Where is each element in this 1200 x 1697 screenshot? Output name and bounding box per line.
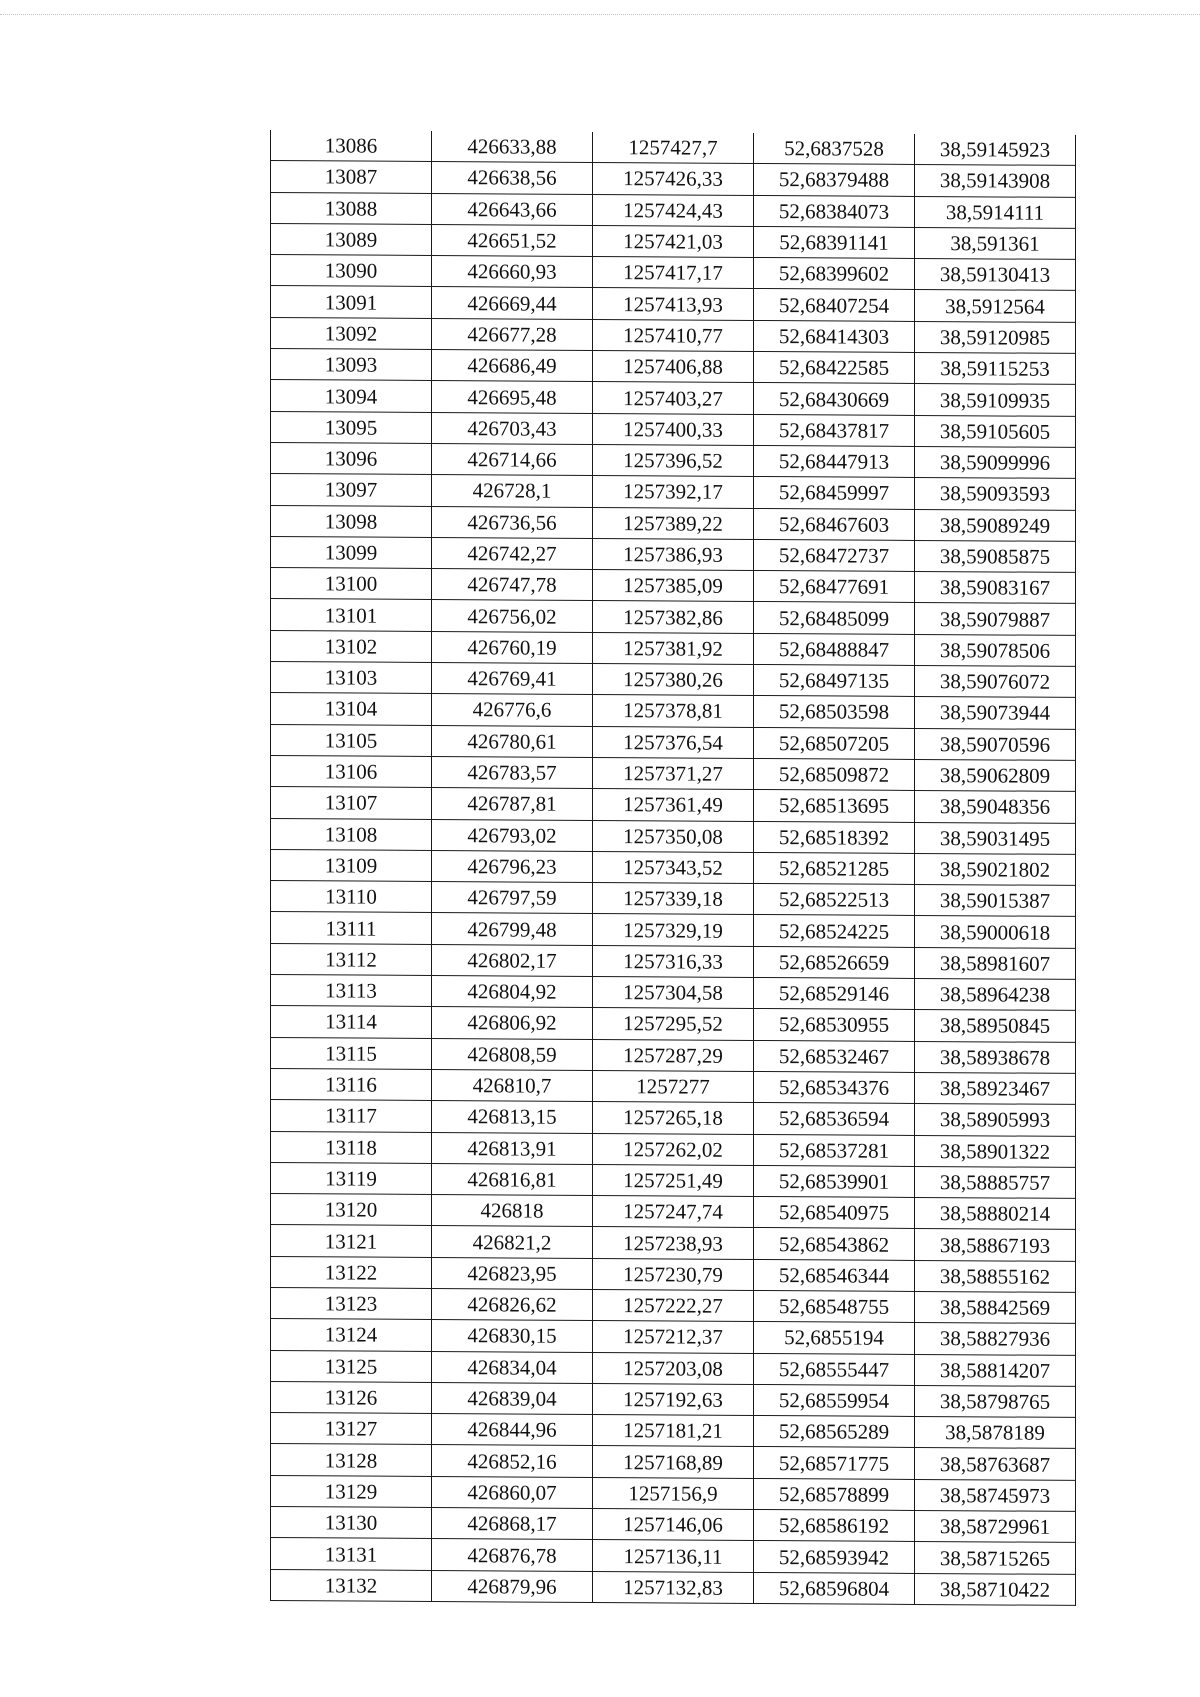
table-cell: 426806,92 (432, 1007, 593, 1039)
table-row (271, 1100, 1076, 1136)
table-cell: 13104 (271, 693, 432, 725)
table-row (271, 912, 1076, 948)
table-cell: 38,58710422 (915, 1573, 1076, 1605)
table-cell: 52,68459997 (754, 477, 915, 509)
table-cell: 426834,04 (432, 1351, 593, 1383)
table-cell: 426796,23 (432, 850, 593, 882)
table-cell: 38,58814207 (915, 1354, 1076, 1386)
table-cell: 52,68407254 (754, 289, 915, 321)
table-cell: 13116 (271, 1068, 432, 1100)
table-cell: 13099 (271, 536, 432, 568)
table-cell: 38,58827936 (915, 1323, 1076, 1355)
table-cell: 13121 (271, 1225, 432, 1257)
table-cell: 13118 (271, 1131, 432, 1163)
table-cell: 13096 (271, 442, 432, 474)
table-cell: 38,58901322 (915, 1135, 1076, 1167)
table-cell: 38,591361 (915, 227, 1076, 259)
table-cell: 426686,49 (432, 350, 593, 382)
table-cell: 13107 (271, 787, 432, 819)
table-row (271, 1538, 1076, 1574)
table-cell: 52,68509872 (754, 758, 915, 790)
table-row (271, 1350, 1076, 1386)
table-cell: 38,59089249 (915, 509, 1076, 541)
table-cell: 1257385,09 (593, 570, 754, 602)
table-cell: 1257265,18 (593, 1102, 754, 1134)
table-cell: 1257389,22 (593, 507, 754, 539)
table-cell: 13115 (271, 1037, 432, 1069)
table-row (271, 1068, 1076, 1104)
table-cell: 13111 (271, 912, 432, 944)
table-cell: 13087 (271, 161, 432, 193)
table-cell: 52,68532467 (754, 1040, 915, 1072)
table-cell: 1257413,93 (593, 288, 754, 320)
table-cell: 38,58923467 (915, 1072, 1076, 1104)
table-cell: 1257222,27 (593, 1289, 754, 1321)
table-cell: 1257371,27 (593, 757, 754, 789)
table-cell: 52,68513695 (754, 790, 915, 822)
table-cell: 13113 (271, 975, 432, 1007)
table-cell: 13129 (271, 1475, 432, 1507)
table-cell: 38,59076072 (915, 665, 1076, 697)
table-cell: 52,68565289 (754, 1416, 915, 1448)
table-cell: 426804,92 (432, 976, 593, 1008)
table-cell: 52,68521285 (754, 852, 915, 884)
table-row (271, 1194, 1076, 1230)
table-cell: 38,59083167 (915, 572, 1076, 604)
table-cell: 1257392,17 (593, 476, 754, 508)
table-cell: 1257295,52 (593, 1008, 754, 1040)
table-cell: 38,59015387 (915, 885, 1076, 917)
table-cell: 38,58964238 (915, 978, 1076, 1010)
table-row (271, 1413, 1076, 1449)
table-cell: 52,68488847 (754, 633, 915, 665)
table-cell: 52,68524225 (754, 915, 915, 947)
table-cell: 38,58729961 (915, 1510, 1076, 1542)
table-cell: 1257262,02 (593, 1133, 754, 1165)
table-cell: 52,68526659 (754, 946, 915, 978)
table-cell: 38,59085875 (915, 540, 1076, 572)
table-cell: 52,68539901 (754, 1165, 915, 1197)
table-cell: 38,58981607 (915, 947, 1076, 979)
table-cell: 426839,04 (432, 1382, 593, 1414)
table-row (271, 1444, 1076, 1480)
table-cell: 52,68559954 (754, 1384, 915, 1416)
table-cell: 13093 (271, 349, 432, 381)
table-cell: 1257382,86 (593, 601, 754, 633)
table-row (271, 1569, 1076, 1605)
table-row (271, 881, 1076, 917)
table-cell: 13122 (271, 1256, 432, 1288)
table-cell: 426776,6 (432, 694, 593, 726)
table-cell: 38,59145923 (915, 134, 1076, 166)
table-cell: 38,59093593 (915, 478, 1076, 510)
table-cell: 13132 (271, 1569, 432, 1601)
table-cell: 1257361,49 (593, 789, 754, 821)
table-cell: 38,59073944 (915, 697, 1076, 729)
table-cell: 13097 (271, 474, 432, 506)
table-row (271, 568, 1076, 604)
table-cell: 426742,27 (432, 537, 593, 569)
table-cell: 38,59070596 (915, 728, 1076, 760)
table-cell: 426818 (432, 1195, 593, 1227)
table-cell: 38,58798765 (915, 1385, 1076, 1417)
table-cell: 13086 (271, 130, 432, 162)
table-cell: 1257316,33 (593, 945, 754, 977)
table-row (271, 630, 1076, 666)
table-cell: 38,58938678 (915, 1041, 1076, 1073)
table-cell: 1257343,52 (593, 851, 754, 883)
table-row (271, 1507, 1076, 1543)
table-cell: 38,58715265 (915, 1542, 1076, 1574)
table-cell: 13114 (271, 1006, 432, 1038)
table-row (271, 411, 1076, 447)
table-cell: 426651,52 (432, 224, 593, 256)
table-cell: 1257339,18 (593, 883, 754, 915)
table-cell: 426728,1 (432, 475, 593, 507)
table-row (271, 536, 1076, 572)
table-cell: 13092 (271, 317, 432, 349)
table-cell: 1257421,03 (593, 225, 754, 257)
table-cell: 52,68548755 (754, 1290, 915, 1322)
table-cell: 38,58842569 (915, 1291, 1076, 1323)
table-cell: 426669,44 (432, 287, 593, 319)
table-row (271, 1225, 1076, 1261)
table-cell: 13123 (271, 1287, 432, 1319)
table-cell: 426769,41 (432, 663, 593, 695)
table-cell: 13125 (271, 1350, 432, 1382)
table-cell: 1257277 (593, 1070, 754, 1102)
table-cell: 426677,28 (432, 318, 593, 350)
table-cell: 52,68518392 (754, 821, 915, 853)
table-cell: 13120 (271, 1194, 432, 1226)
table-row (271, 755, 1076, 791)
table-cell: 1257136,11 (593, 1540, 754, 1572)
table-cell: 52,68543862 (754, 1228, 915, 1260)
table-cell: 38,59143908 (915, 165, 1076, 197)
table-cell: 38,59115253 (915, 353, 1076, 385)
table-cell: 426756,02 (432, 600, 593, 632)
table-row (271, 1006, 1076, 1042)
table-cell: 426633,88 (432, 131, 593, 163)
table-cell: 13100 (271, 568, 432, 600)
table-row (271, 1037, 1076, 1073)
table-cell: 38,59000618 (915, 916, 1076, 948)
table-cell: 1257427,7 (593, 132, 754, 164)
table-cell: 52,6855194 (754, 1322, 915, 1354)
table-cell: 1257406,88 (593, 351, 754, 383)
table-cell: 38,58950845 (915, 1010, 1076, 1042)
table-cell: 52,68414303 (754, 320, 915, 352)
coordinates-table-body (271, 130, 1076, 1605)
table-cell: 13094 (271, 380, 432, 412)
table-cell: 426852,16 (432, 1445, 593, 1477)
table-cell: 426821,2 (432, 1226, 593, 1258)
table-cell: 52,68391141 (754, 226, 915, 258)
table-cell: 1257230,79 (593, 1258, 754, 1290)
table-cell: 1257146,06 (593, 1509, 754, 1541)
table-cell: 38,58880214 (915, 1198, 1076, 1230)
table-cell: 426660,93 (432, 256, 593, 288)
table-cell: 426826,62 (432, 1288, 593, 1320)
table-cell: 38,59120985 (915, 321, 1076, 353)
table-cell: 13105 (271, 724, 432, 756)
table-cell: 426844,96 (432, 1414, 593, 1446)
table-cell: 52,68536594 (754, 1103, 915, 1135)
table-row (271, 255, 1076, 291)
table-row (271, 1319, 1076, 1355)
table-cell: 13110 (271, 881, 432, 913)
table-row (271, 286, 1076, 322)
table-cell: 426638,56 (432, 162, 593, 194)
table-cell: 1257251,49 (593, 1164, 754, 1196)
table-cell: 13130 (271, 1507, 432, 1539)
table-cell: 13124 (271, 1319, 432, 1351)
table-cell: 13095 (271, 411, 432, 443)
table-cell: 38,59109935 (915, 384, 1076, 416)
table-cell: 426813,91 (432, 1132, 593, 1164)
table-row (271, 317, 1076, 353)
table-row (271, 130, 1076, 166)
table-row (271, 724, 1076, 760)
table-cell: 1257192,63 (593, 1383, 754, 1415)
table-cell: 52,68578899 (754, 1478, 915, 1510)
table-cell: 426736,56 (432, 506, 593, 538)
table-cell: 52,68497135 (754, 665, 915, 697)
table-cell: 13101 (271, 599, 432, 631)
table-cell: 1257417,17 (593, 257, 754, 289)
table-cell: 38,59105605 (915, 415, 1076, 447)
table-cell: 426703,43 (432, 412, 593, 444)
table-cell: 38,58905993 (915, 1104, 1076, 1136)
table-cell: 52,68447913 (754, 445, 915, 477)
table-cell: 52,6837528 (754, 133, 915, 165)
table-row (271, 349, 1076, 385)
table-cell: 52,68430669 (754, 383, 915, 415)
table-cell: 52,68477691 (754, 571, 915, 603)
table-cell: 38,5912564 (915, 290, 1076, 322)
table-cell: 52,68503598 (754, 696, 915, 728)
scan-top-edge (0, 14, 1200, 15)
table-cell: 1257400,33 (593, 413, 754, 445)
table-cell: 38,59078506 (915, 634, 1076, 666)
table-cell: 426799,48 (432, 913, 593, 945)
table-row (271, 380, 1076, 416)
table-row (271, 442, 1076, 478)
table-cell: 1257378,81 (593, 695, 754, 727)
table-cell: 52,68422585 (754, 352, 915, 384)
table-row (271, 1475, 1076, 1511)
table-cell: 38,58763687 (915, 1448, 1076, 1480)
table-cell: 1257203,08 (593, 1352, 754, 1384)
table-row (271, 192, 1076, 228)
table-cell: 38,5914111 (915, 196, 1076, 228)
table-cell: 426643,66 (432, 193, 593, 225)
table-cell: 1257403,27 (593, 382, 754, 414)
table-row (271, 505, 1076, 541)
coordinates-table (270, 130, 1076, 1606)
table-row (271, 1256, 1076, 1292)
table-cell: 52,68540975 (754, 1197, 915, 1229)
table-cell: 38,59062809 (915, 759, 1076, 791)
table-cell: 1257247,74 (593, 1196, 754, 1228)
table-cell: 1257376,54 (593, 726, 754, 758)
table-cell: 52,68593942 (754, 1541, 915, 1573)
table-cell: 38,58855162 (915, 1260, 1076, 1292)
table-cell: 1257410,77 (593, 319, 754, 351)
table-cell: 426808,59 (432, 1038, 593, 1070)
table-cell: 426868,17 (432, 1508, 593, 1540)
table-cell: 426830,15 (432, 1320, 593, 1352)
table-cell: 13117 (271, 1100, 432, 1132)
table-cell: 13108 (271, 818, 432, 850)
table-cell: 52,68379488 (754, 164, 915, 196)
table-cell: 1257132,83 (593, 1571, 754, 1603)
table-cell: 13089 (271, 223, 432, 255)
table-cell: 13090 (271, 255, 432, 287)
table-cell: 1257426,33 (593, 163, 754, 195)
table-cell: 52,68537281 (754, 1134, 915, 1166)
table-cell: 426797,59 (432, 882, 593, 914)
table-cell: 38,58885757 (915, 1166, 1076, 1198)
table-cell: 426714,66 (432, 443, 593, 475)
table-cell: 426780,61 (432, 725, 593, 757)
table-cell: 13112 (271, 943, 432, 975)
table-cell: 426787,81 (432, 788, 593, 820)
table-cell: 52,68529146 (754, 977, 915, 1009)
table-cell: 426760,19 (432, 631, 593, 663)
table-cell: 426816,81 (432, 1163, 593, 1195)
table-cell: 1257212,37 (593, 1321, 754, 1353)
table-cell: 13109 (271, 849, 432, 881)
table-cell: 52,68472737 (754, 539, 915, 571)
table-cell: 1257156,9 (593, 1477, 754, 1509)
table-cell: 52,68534376 (754, 1071, 915, 1103)
table-cell: 1257238,93 (593, 1227, 754, 1259)
table-row (271, 849, 1076, 885)
table-cell: 13088 (271, 192, 432, 224)
table-cell: 52,68437817 (754, 414, 915, 446)
table-row (271, 1287, 1076, 1323)
table-cell: 38,59021802 (915, 853, 1076, 885)
table-cell: 1257168,89 (593, 1446, 754, 1478)
table-row (271, 1381, 1076, 1417)
table-cell: 38,59079887 (915, 603, 1076, 635)
table-cell: 52,68399602 (754, 258, 915, 290)
table-cell: 13127 (271, 1413, 432, 1445)
table-cell: 426810,7 (432, 1069, 593, 1101)
table-row (271, 599, 1076, 635)
table-cell: 426813,15 (432, 1101, 593, 1133)
table-cell: 52,68546344 (754, 1259, 915, 1291)
table-row (271, 223, 1076, 259)
table-cell: 1257380,26 (593, 664, 754, 696)
table-cell: 13103 (271, 662, 432, 694)
table-cell: 38,5878189 (915, 1417, 1076, 1449)
table-cell: 52,68467603 (754, 508, 915, 540)
table-row (271, 1162, 1076, 1198)
table-cell: 13126 (271, 1381, 432, 1413)
table-cell: 13119 (271, 1162, 432, 1194)
table-cell: 1257381,92 (593, 632, 754, 664)
table-row (271, 818, 1076, 854)
table-cell: 1257181,21 (593, 1415, 754, 1447)
table-cell: 38,58867193 (915, 1229, 1076, 1261)
table-cell: 38,59099996 (915, 446, 1076, 478)
table-cell: 426793,02 (432, 819, 593, 851)
table-row (271, 975, 1076, 1011)
table-cell: 426783,57 (432, 756, 593, 788)
table-cell: 52,68507205 (754, 727, 915, 759)
table-cell: 13098 (271, 505, 432, 537)
table-cell: 52,68530955 (754, 1009, 915, 1041)
table-cell: 1257424,43 (593, 194, 754, 226)
table-cell: 52,68555447 (754, 1353, 915, 1385)
table-row (271, 474, 1076, 510)
table-cell: 38,59048356 (915, 791, 1076, 823)
table-cell: 13091 (271, 286, 432, 318)
table-cell: 426747,78 (432, 569, 593, 601)
table-cell: 13131 (271, 1538, 432, 1570)
table-cell: 52,68586192 (754, 1510, 915, 1542)
table-cell: 52,68522513 (754, 884, 915, 916)
table-cell: 38,59130413 (915, 259, 1076, 291)
table-cell: 1257350,08 (593, 820, 754, 852)
table-cell: 13102 (271, 630, 432, 662)
table-row (271, 1131, 1076, 1167)
table-cell: 426860,07 (432, 1476, 593, 1508)
table-cell: 1257329,19 (593, 914, 754, 946)
table-cell: 1257304,58 (593, 976, 754, 1008)
table-cell: 13106 (271, 755, 432, 787)
table-cell: 426823,95 (432, 1257, 593, 1289)
table-cell: 1257287,29 (593, 1039, 754, 1071)
table-cell: 52,68485099 (754, 602, 915, 634)
table-cell: 1257396,52 (593, 444, 754, 476)
table-row (271, 693, 1076, 729)
table-row (271, 943, 1076, 979)
table-row (271, 662, 1076, 698)
table-cell: 38,59031495 (915, 822, 1076, 854)
table-row (271, 161, 1076, 197)
table-cell: 13128 (271, 1444, 432, 1476)
table-cell: 38,58745973 (915, 1479, 1076, 1511)
table-cell: 52,68384073 (754, 195, 915, 227)
table-cell: 426695,48 (432, 381, 593, 413)
table-cell: 426876,78 (432, 1539, 593, 1571)
table-cell: 426879,96 (432, 1570, 593, 1602)
table-cell: 1257386,93 (593, 538, 754, 570)
table-cell: 52,68571775 (754, 1447, 915, 1479)
table-row (271, 787, 1076, 823)
table-cell: 426802,17 (432, 944, 593, 976)
table-cell: 52,68596804 (754, 1572, 915, 1604)
